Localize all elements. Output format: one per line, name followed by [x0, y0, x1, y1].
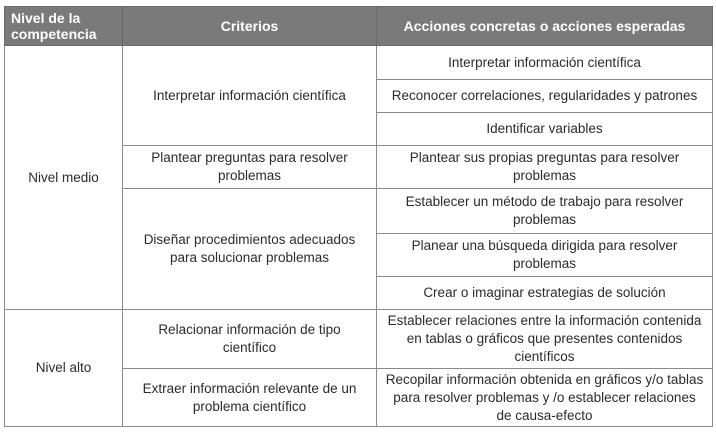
action-cell: Reconocer correlaciones, regularidades y patrones	[377, 80, 713, 113]
action-cell: Establecer un método de trabajo para resolver problemas	[377, 189, 713, 234]
action-cell: Establecer relaciones entre la información contenida en tablas o gráficos que presentes contenidos científicos	[377, 310, 713, 369]
action-cell: Interpretar información científica	[377, 46, 713, 80]
action-cell: Crear o imaginar estrategias de solución	[377, 277, 713, 310]
header-row	[5, 7, 713, 46]
action-cell: Recopilar información obtenida en gráficos y/o tablas para resolver problemas y /o establecer relaciones de causa-efecto	[377, 369, 713, 427]
level-cell-alto: Nivel alto	[5, 310, 123, 427]
criteria-cell: Diseñar procedimientos adecuados para solucionar problemas	[123, 189, 377, 310]
criteria-cell: Relacionar información de tipo científico	[123, 310, 377, 369]
header-actions: Acciones concretas o acciones esperadas	[377, 7, 713, 46]
criteria-cell: Extraer información relevante de un problema científico	[123, 369, 377, 427]
competency-table	[4, 6, 713, 427]
criteria-cell: Interpretar información científica	[123, 46, 377, 146]
table-row	[5, 310, 713, 369]
action-cell: Plantear sus propias preguntas para resolver problemas	[377, 146, 713, 189]
table-row	[5, 46, 713, 80]
level-cell-medio: Nivel medio	[5, 46, 123, 310]
criteria-cell: Plantear preguntas para resolver problemas	[123, 146, 377, 189]
header-criteria: Criterios	[123, 7, 377, 46]
action-cell: Planear una búsqueda dirigida para resolver problemas	[377, 234, 713, 277]
action-cell: Identificar variables	[377, 113, 713, 146]
header-level: Nivel de la competencia	[5, 7, 123, 46]
